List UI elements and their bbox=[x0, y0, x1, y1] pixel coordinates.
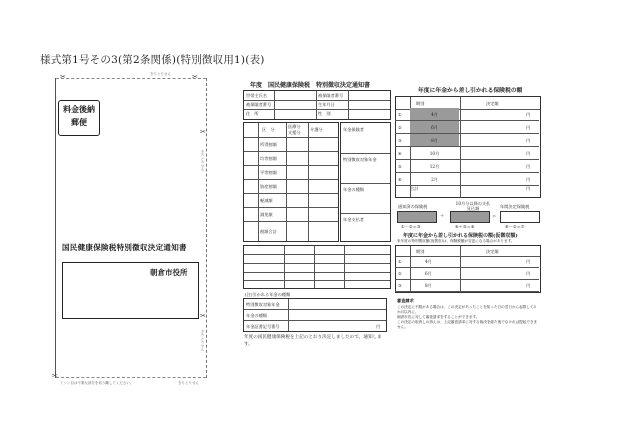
row-month: 12月 bbox=[429, 163, 440, 169]
cut-line-label-bottom: きりとりせん bbox=[178, 381, 199, 385]
scissors-icon: ✂ bbox=[52, 372, 58, 380]
cut-line-label-side-2: きりとりせん bbox=[201, 330, 205, 351]
row-month: 10月 bbox=[429, 150, 440, 156]
perforation-note: ミシン目は不要な部分を切り離してください。 bbox=[60, 381, 134, 385]
installment-row bbox=[395, 134, 539, 147]
row-number: ① bbox=[398, 112, 402, 117]
field-insured-no: 被保険者番号 bbox=[246, 102, 272, 107]
next-year-header: 年度に年金から差し引かれる保険税の額(仮徴収額) bbox=[403, 233, 518, 239]
col-header-medical: 医療分 bbox=[288, 124, 301, 129]
row-asset: 資産割額 bbox=[260, 184, 277, 189]
sender-city: 朝倉市役所 bbox=[150, 268, 188, 277]
row-number: ④ bbox=[398, 151, 402, 156]
center-header-box bbox=[243, 90, 391, 120]
row-month: 2月 bbox=[431, 176, 438, 182]
row-number: ③ bbox=[398, 138, 402, 143]
row-month: 8月 bbox=[410, 134, 459, 146]
installment-row bbox=[395, 173, 539, 186]
remark-2: 朝倉市長に対して審査請求をすることができます。 bbox=[397, 315, 480, 319]
calc-op-1: ①－②＝③ bbox=[401, 224, 421, 229]
calc-box-1 bbox=[397, 211, 437, 223]
scissors-icon: ✂ bbox=[200, 128, 206, 136]
row-month: 6月 bbox=[425, 271, 432, 276]
scissors-icon: ✂ bbox=[60, 73, 66, 81]
row-yen: 円 bbox=[526, 125, 531, 130]
field-birthdate: 生年月日 bbox=[318, 102, 335, 107]
field-householder: 世帯主氏名 bbox=[246, 93, 267, 98]
remark-1: この決定に不服がある場合は、この決定があったことを知った日の翌日から起算して3か月以内に、 bbox=[397, 305, 536, 314]
row-yen: 円 bbox=[526, 259, 531, 264]
col-header-care: 介護分 bbox=[310, 127, 323, 132]
row-month: 4月 bbox=[425, 259, 432, 264]
field-insured-no-2: 被保険者番号 bbox=[318, 93, 344, 98]
field-address: 住 所 bbox=[246, 111, 259, 116]
installment-row bbox=[395, 147, 539, 160]
row-income: 所得割額 bbox=[260, 142, 277, 147]
yen-unit: 円 bbox=[376, 324, 381, 329]
row-equal: 平等割額 bbox=[260, 170, 277, 175]
calc-op-2: ④＋⑤＝⑥ bbox=[455, 224, 475, 229]
row-total: 税額合計 bbox=[260, 229, 277, 234]
row-month: 8月 bbox=[425, 283, 432, 288]
provisional-row bbox=[395, 268, 539, 280]
next-year-subnote: 来年度の特別徴収額(仮徴収)は、保険税額が変更になる場合があります。 bbox=[397, 239, 515, 243]
col-period: 期別 bbox=[416, 101, 425, 106]
row-month: 6月 bbox=[410, 121, 459, 133]
prov-col-amount: 決定額 bbox=[486, 249, 499, 254]
side-item-pension: 特別徴収対象年金 bbox=[343, 157, 377, 162]
center-form-title: 年度 国民健康保険税 特別徴収決定通知書 bbox=[250, 82, 371, 89]
plus-icon: ＋ bbox=[440, 213, 445, 218]
side-item-insurer: 年金保険者 bbox=[343, 127, 364, 132]
row-yen: 円 bbox=[526, 283, 531, 288]
pension-type-box bbox=[243, 298, 387, 332]
bottom-row-pension: 特別徴収対象年金 bbox=[246, 302, 280, 307]
installment-row bbox=[395, 121, 539, 134]
col-header-support: 支援分 bbox=[288, 130, 301, 135]
bottom-row-cert: 年金証書記号番号 bbox=[246, 324, 280, 329]
notice-title: 国民健康保険税特別徴収決定通知書 bbox=[62, 243, 187, 252]
row-yen: 円 bbox=[526, 271, 531, 276]
bottom-row-type: 年金の種類 bbox=[246, 313, 267, 318]
calc-label-notified: 通知済の保険税 bbox=[398, 204, 428, 209]
provisional-row bbox=[395, 256, 539, 268]
field-sex: 性 別 bbox=[318, 111, 331, 116]
total-label: 合計 bbox=[410, 186, 419, 191]
postage-stamp-mark bbox=[58, 100, 100, 136]
equals-icon: ＝ bbox=[492, 213, 497, 218]
row-month: 4月 bbox=[410, 108, 459, 120]
calc-box-3 bbox=[500, 211, 540, 223]
notes-title: (注)引かれる年金の種類 bbox=[245, 292, 291, 297]
stamp-line-1: 料金後納 bbox=[63, 104, 95, 114]
row-yen: 円 bbox=[526, 164, 531, 169]
installment-row bbox=[395, 160, 539, 173]
col-amount: 決定額 bbox=[486, 101, 499, 106]
row-yen: 円 bbox=[526, 138, 531, 143]
provisional-row bbox=[395, 280, 539, 292]
row-number: ③ bbox=[398, 283, 402, 288]
calc-label-expected: 10月分以降の支払見込額 bbox=[455, 201, 491, 211]
total-yen: 円 bbox=[526, 186, 531, 191]
row-number: ② bbox=[398, 125, 402, 130]
right-form-header: 年度に年金から差し引かれる保険税の額 bbox=[418, 88, 523, 94]
scissors-icon: ✂ bbox=[200, 312, 206, 320]
row-number: ② bbox=[398, 271, 402, 276]
calc-box-2 bbox=[450, 211, 490, 223]
row-number: ⑥ bbox=[398, 177, 402, 182]
assessment-table bbox=[243, 122, 339, 242]
installment-row bbox=[395, 108, 539, 121]
remark-3: この決定の取消しの訴えは、上記審査請求に対する裁決を経た後でなければ提起できません。 bbox=[397, 320, 538, 329]
remarks-block bbox=[397, 305, 539, 330]
row-number: ⑤ bbox=[398, 164, 402, 169]
prov-col-period: 期別 bbox=[416, 249, 425, 254]
closing-text: 年度の国民健康保険税を上記のとおり決定しましたので、通知します。 bbox=[244, 335, 382, 347]
breakdown-table bbox=[243, 245, 391, 289]
row-reduction: 軽減額 bbox=[260, 198, 273, 203]
pension-side-column bbox=[340, 122, 391, 242]
cut-line-label-top: きりとりせん bbox=[150, 72, 171, 76]
stamp-line-2: 郵便 bbox=[71, 117, 87, 127]
row-per-capita: 均等割額 bbox=[260, 156, 277, 161]
row-exemption: 減免額 bbox=[260, 212, 273, 217]
scissors-icon: ✂ bbox=[192, 73, 198, 81]
page-title: 様式第1号その3(第2条関係)(特別徴収用1)(表) bbox=[40, 54, 265, 66]
side-item-payer: 年金支払者 bbox=[343, 217, 364, 222]
calc-op-3: ⑥－②＝⑦ bbox=[505, 224, 525, 229]
row-number: ① bbox=[398, 259, 402, 264]
row-yen: 円 bbox=[526, 112, 531, 117]
row-yen: 円 bbox=[526, 177, 531, 182]
cut-line-label-side: きりとりせん bbox=[201, 150, 205, 171]
row-yen: 円 bbox=[526, 151, 531, 156]
col-header-category: 区 分 bbox=[262, 127, 275, 132]
remarks-title: 審査請求 bbox=[397, 298, 414, 303]
side-item-type: 年金の種類 bbox=[343, 187, 364, 192]
calc-label-annual: 年間決定保険税 bbox=[500, 204, 530, 209]
